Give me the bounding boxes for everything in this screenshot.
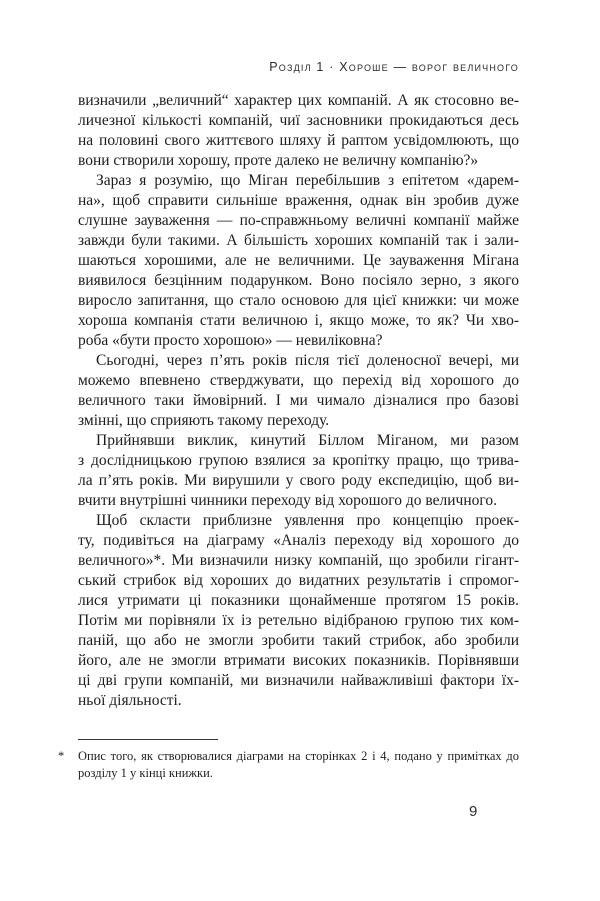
body-line: ту, подивіться на діаграму «Аналіз переходу від хорошого до bbox=[78, 532, 519, 549]
body-line: ньої діяльності. bbox=[78, 692, 182, 709]
body-line: Зараз я розумію, що Міган перебільшив з епітетом «дарем- bbox=[96, 172, 519, 189]
footnote-line: Опис того, як створювалися діаграми на сторінках 2 і 4, подано у примітках до bbox=[78, 749, 519, 763]
body-line: Потім ми порівняли їх із ретельно відібраною групою тих ком- bbox=[78, 612, 519, 629]
body-line: на половині свого життєвого шляху й раптом усвідомлюють, що bbox=[78, 132, 519, 149]
body-line: його, але не змогли втримати високих показників. Порівнявши bbox=[78, 652, 519, 669]
body-line: визначили „величний“ характер цих компаній. А як стосовно ве- bbox=[78, 92, 519, 109]
body-line: з дослідницькою групою взялися за кропітку працю, що трива- bbox=[78, 452, 519, 469]
footnote bbox=[58, 748, 519, 782]
body-line: Сьогодні, через п’ять років після тієї доленосної вечері, ми bbox=[96, 352, 519, 369]
body-line: паній, що або не змогли зробити такий стрибок, або зробили bbox=[78, 632, 519, 649]
body-line: хороша компанія стати величною і, якщо може, то як? Чи хво- bbox=[78, 312, 519, 329]
body-line: Прийнявши виклик, кинутий Біллом Міганом, ми разом bbox=[96, 432, 519, 449]
footnote-line: розділу 1 у кінці книжки. bbox=[78, 766, 213, 780]
body-line: вони створили хорошу, проте далеко не величну компанію?» bbox=[78, 152, 479, 169]
body-line: завжди були такими. А більшість хороших компаній так і зали- bbox=[78, 232, 519, 249]
footnote-divider bbox=[78, 739, 218, 740]
footnote-text bbox=[78, 748, 519, 782]
body-line: змінні, що сприяють такому переходу. bbox=[78, 412, 330, 429]
body-line: величного таки ймовірний. І ми чимало дізналися про базові bbox=[78, 392, 519, 409]
body-line: лися утримати ці показники щонайменше протягом 15 років. bbox=[78, 592, 519, 609]
body-line: вчити внутрішні чинники переходу від хорошого до величного. bbox=[78, 492, 497, 509]
body-line: ла п’ять років. Ми вирушили у свого роду експедицію, щоб ви- bbox=[78, 472, 519, 489]
body-line: личезної кількості компаній, чиї засновники прокидаються десь bbox=[78, 112, 519, 129]
body-line: роба «бути просто хорошою» — невиліковна? bbox=[78, 332, 383, 349]
body-line: величного»*. Ми визначили низку компаній, що зробили гігант- bbox=[78, 552, 519, 569]
body-text bbox=[78, 91, 519, 711]
body-line: ський стрибок від хороших до видатних результатів і спромог- bbox=[78, 572, 519, 589]
body-line: виявилося безцінним подарунком. Воно посіяло зерно, з якого bbox=[78, 272, 519, 289]
body-line: можемо впевнено стверджувати, що перехід від хорошого до bbox=[78, 372, 519, 389]
page-number: 9 bbox=[469, 803, 478, 820]
footnote-marker: * bbox=[58, 749, 65, 763]
running-header: Розділ 1 · Хороше — ворог величного bbox=[269, 60, 519, 74]
body-line: ці дві групи компаній, ми визначили найважливіші фактори їх- bbox=[78, 672, 519, 689]
body-line: шаються хорошими, але не величними. Це зауваження Мігана bbox=[78, 252, 519, 269]
body-line: слушне зауваження — по-справжньому величні компанії майже bbox=[78, 212, 519, 229]
body-line: на», щоб справити сильніше враження, однак він зробив дуже bbox=[78, 192, 519, 209]
body-line: виросло запитання, що стало основою для цієї книжки: чи може bbox=[78, 292, 519, 309]
body-line: Щоб скласти приблизне уявлення про концепцію проек- bbox=[96, 512, 519, 529]
